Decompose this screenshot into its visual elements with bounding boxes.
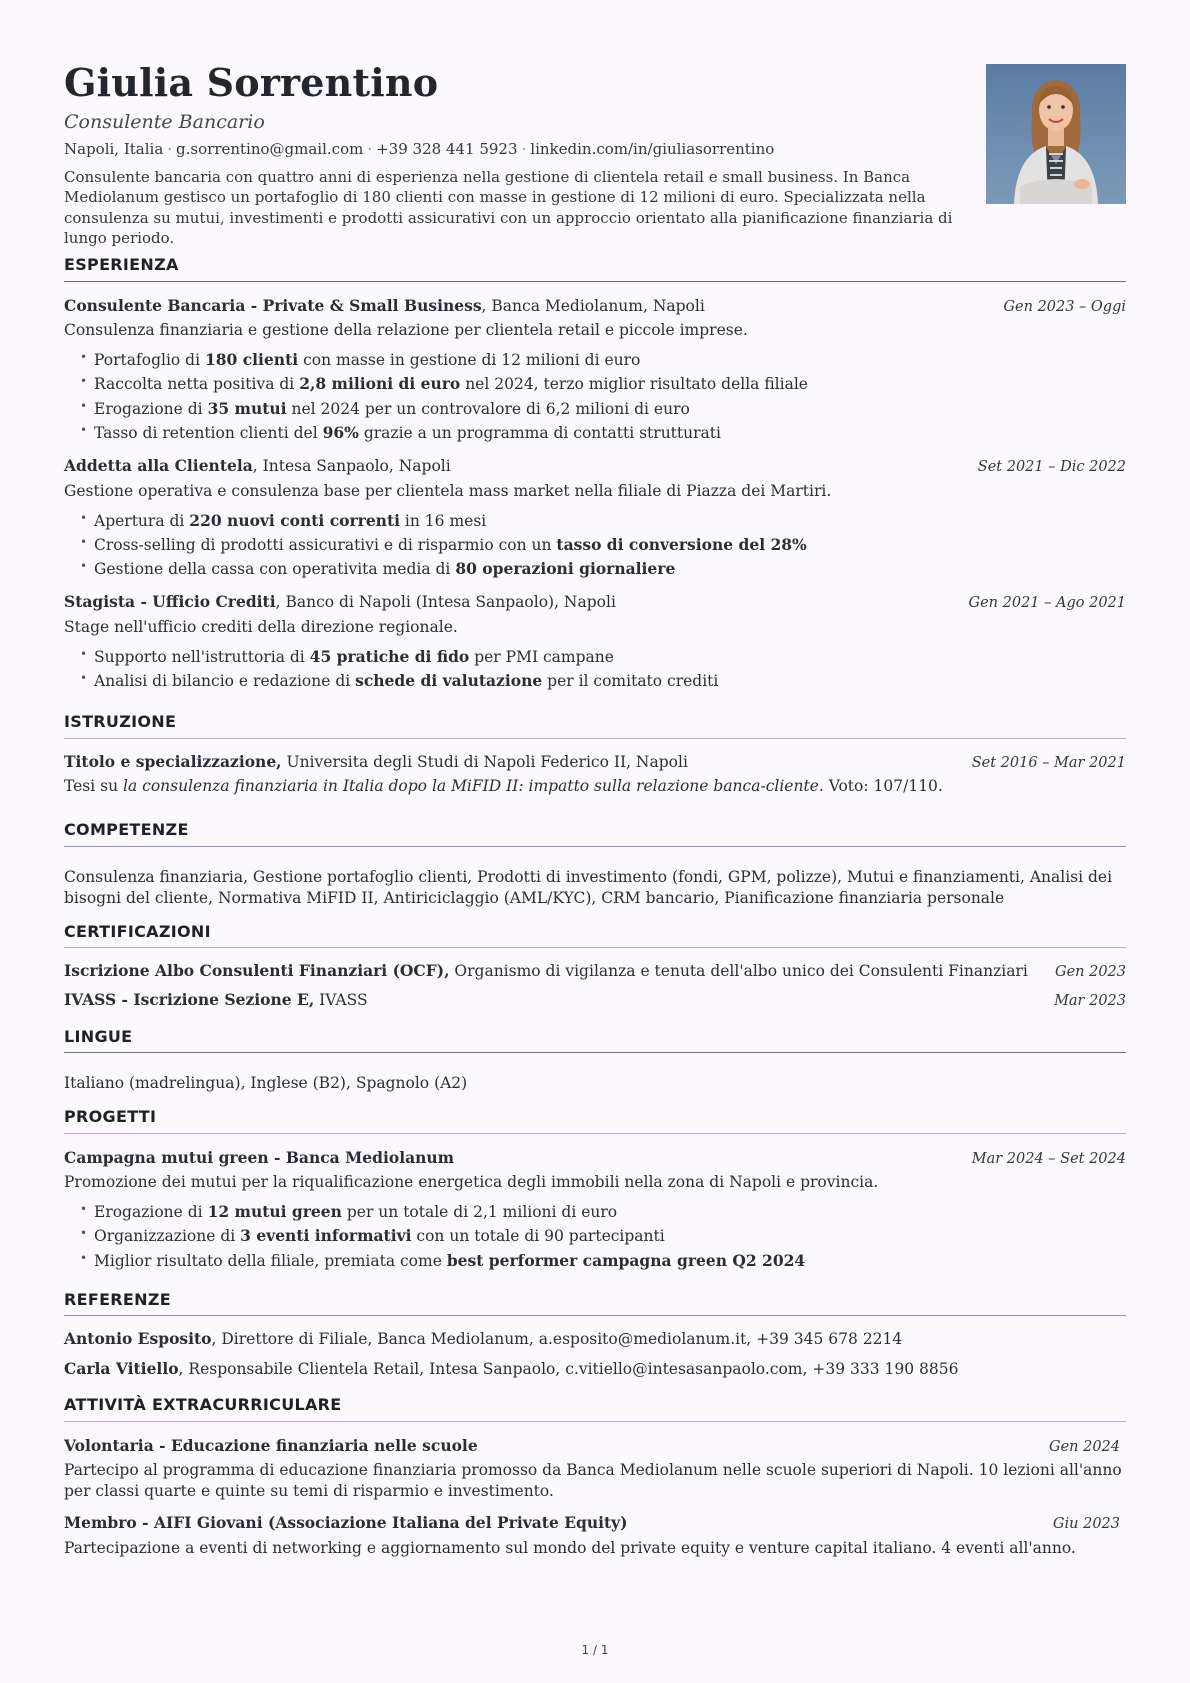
section-title-languages: LINGUE [64, 1026, 1126, 1054]
list-item: • Miglior risultato della filiale, premiata come best performer campagna green Q2 2024 [80, 1249, 1126, 1273]
job-date: Set 2021 – Dic 2022 [977, 459, 1126, 476]
list-item: • Analisi di bilancio e redazione di schede di valutazione per il comitato crediti [80, 669, 1126, 693]
linkedin-link[interactable]: linkedin.com/in/giuliasorrentino [530, 140, 775, 159]
reference-entry [64, 1329, 1126, 1350]
experience-entry [64, 592, 1126, 693]
experience-section [64, 254, 1126, 693]
reference-info: , Responsabile Clientela Retail, Intesa Sanpaolo, c.vitiello@intesasanpaolo.com, +39 333 190 8856 [178, 1360, 959, 1379]
reference-name: Antonio Esposito [64, 1329, 212, 1349]
project-description: Promozione dei mutui per la riqualificazione energetica degli immobili nella zona di Napoli e provincia. [64, 1173, 879, 1192]
extracurricular-section [64, 1394, 1126, 1558]
languages-section [64, 1026, 1126, 1095]
list-item: • Erogazione di 35 mutui nel 2024 per un controvalore di 6,2 milioni di euro [80, 397, 1126, 421]
list-item: • Raccolta netta positiva di 2,8 milioni di euro nel 2024, terzo miglior risultato della filiale [80, 372, 1126, 396]
activity-entry [64, 1513, 1126, 1558]
certification-name: IVASS - Iscrizione Sezione E, [64, 989, 315, 1009]
job-date: Gen 2023 – Oggi [1003, 298, 1126, 315]
project-achievements [64, 1200, 1126, 1273]
list-item: • Apertura di 220 nuovi conti correnti in 16 mesi [80, 509, 1126, 533]
job-org: , Banco di Napoli (Intesa Sanpaolo), Napoli [275, 593, 616, 612]
job-achievements [64, 645, 1126, 694]
section-title-skills: COMPETENZE [64, 819, 1126, 847]
experience-entry [64, 296, 1126, 445]
list-item: • Gestione della cassa con operativita media di 80 operazioni giornaliere [80, 557, 1126, 581]
school-name: Universita degli Studi di Napoli Federico II, Napoli [281, 752, 688, 771]
resume-header [64, 60, 1126, 248]
job-title: Consulente Bancaria - Private & Small Business [64, 295, 482, 315]
section-title-projects: PROGETTI [64, 1106, 1126, 1134]
reference-info: , Direttore di Filiale, Banca Mediolanum, a.esposito@mediolanum.it, +39 345 678 2214 [211, 1330, 903, 1349]
profile-photo [986, 64, 1126, 204]
activity-name: Membro - AIFI Giovani (Associazione Italiana del Private Equity) [64, 1513, 628, 1533]
projects-section [64, 1106, 1126, 1273]
section-title-education: ISTRUZIONE [64, 711, 1126, 739]
profile-summary: Consulente bancaria con quattro anni di esperienza nella gestione di clientela retail e small business. In Banca Mediolanum gestisco un portafoglio di 180 clienti con masse in gestione di 12 milioni di euro. Specializzata nella consulenza su mutui, investimenti e prodotti assicurativi con un approccio orientato alla pianificazione finanziaria di lungo periodo. [64, 167, 953, 248]
list-item: • Supporto nell'istruttoria di 45 pratiche di fido per PMI campane [80, 645, 1126, 669]
job-description: Consulenza finanziaria e gestione della relazione per clientela retail e piccole imprese. [64, 321, 748, 340]
degree-title: Titolo e specializzazione, [64, 751, 282, 771]
certification-date: Gen 2023 [1054, 964, 1126, 981]
thesis-line: Tesi su la consulenza finanziaria in Italia dopo la MiFID II: impatto sulla relazione banca-cliente. Voto: 107/110. [64, 777, 943, 796]
activity-entry [64, 1436, 1126, 1502]
candidate-name: Giulia Sorrentino [64, 60, 439, 105]
job-org: , Banca Mediolanum, Napoli [481, 296, 705, 315]
activity-description: Partecipo al programma di educazione finanziaria promosso da Banca Mediolanum nelle scuole superiori di Napoli. 10 lezioni all'anno per classi quarte e quinte su temi di risparmio e investimento. [64, 1461, 1122, 1501]
list-item: • Erogazione di 12 mutui green per un totale di 2,1 milioni di euro [80, 1200, 1126, 1224]
skills-section [64, 819, 1126, 908]
certification-name: Iscrizione Albo Consulenti Finanziari (OCF), [64, 961, 450, 981]
certification-org: IVASS [314, 990, 368, 1009]
certification-date: Mar 2023 [1054, 992, 1126, 1009]
education-date: Set 2016 – Mar 2021 [971, 754, 1126, 771]
contact-line: Napoli, Italia · g.sorrentino@gmail.com · +39 328 441 5923 · linkedin.com/in/giuliasorrentino [64, 140, 775, 159]
certification-org: Organismo di vigilanza e tenuta dell'albo unico dei Consulenti Finanziari [449, 962, 1028, 981]
job-achievements [64, 509, 1126, 582]
section-title-extracurricular: ATTIVITÀ EXTRACURRICULARE [64, 1394, 1126, 1422]
list-item: • Tasso di retention clienti del 96% grazie a un programma di contatti strutturati [80, 421, 1126, 445]
page-number: 1 / 1 [581, 1643, 609, 1657]
experience-entry [64, 456, 1126, 581]
section-title-certifications: CERTIFICAZIONI [64, 921, 1126, 949]
activity-description: Partecipazione a eventi di networking e aggiornamento sul mondo del private equity e venture capital italiano. 4 eventi all'anno. [64, 1538, 1076, 1557]
certification-entry [64, 961, 1126, 983]
candidate-role: Consulente Bancario [64, 110, 265, 133]
project-date: Mar 2024 – Set 2024 [971, 1150, 1126, 1167]
languages-list: Italiano (madrelingua), Inglese (B2), Spagnolo (A2) [64, 1074, 468, 1093]
activity-date: Gen 2024 [1048, 1438, 1120, 1455]
activity-name: Volontaria - Educazione finanziaria nelle scuole [64, 1435, 478, 1455]
project-entry [64, 1148, 1126, 1273]
job-date: Gen 2021 – Ago 2021 [968, 595, 1126, 612]
job-achievements [64, 348, 1126, 445]
section-title-experience: ESPERIENZA [64, 254, 1126, 282]
location: Napoli, Italia [64, 140, 164, 159]
job-org: , Intesa Sanpaolo, Napoli [252, 457, 451, 476]
certifications-section [64, 921, 1126, 1012]
section-title-references: REFERENZE [64, 1289, 1126, 1317]
thesis-title: la consulenza finanziaria in Italia dopo la MiFID II: impatto sulla relazione banca-cliente. [123, 777, 824, 796]
certification-entry [64, 990, 1126, 1012]
education-entry [64, 752, 1126, 797]
references-section [64, 1289, 1126, 1380]
job-title: Stagista - Ufficio Crediti [64, 592, 276, 612]
education-section [64, 711, 1126, 797]
skills-list: Consulenza finanziaria, Gestione portafoglio clienti, Prodotti di investimento (fondi, GPM, polizze), Mutui e finanziamenti, Analisi dei bisogni del cliente, Normativa MiFID II, Antiriciclaggio (AML/KYC), CRM bancario, Pianificazione finanziaria personale [64, 867, 1113, 907]
reference-entry [64, 1359, 1126, 1380]
list-item: • Organizzazione di 3 eventi informativi con un totale di 90 partecipanti [80, 1224, 1126, 1248]
reference-name: Carla Vitiello [64, 1359, 179, 1379]
list-item: • Cross-selling di prodotti assicurativi e di risparmio con un tasso di conversione del 28% [80, 533, 1126, 557]
job-description: Stage nell'ufficio crediti della direzione regionale. [64, 617, 458, 636]
job-title: Addetta alla Clientela [64, 456, 253, 476]
list-item: • Portafoglio di 180 clienti con masse in gestione di 12 milioni di euro [80, 348, 1126, 372]
project-name: Campagna mutui green - Banca Mediolanum [64, 1147, 455, 1167]
activity-date: Giu 2023 [1052, 1516, 1120, 1533]
email-link[interactable]: g.sorrentino@gmail.com [176, 140, 364, 159]
phone-number: +39 328 441 5923 [376, 140, 518, 159]
job-description: Gestione operativa e consulenza base per clientela mass market nella filiale di Piazza dei Martiri. [64, 481, 832, 500]
